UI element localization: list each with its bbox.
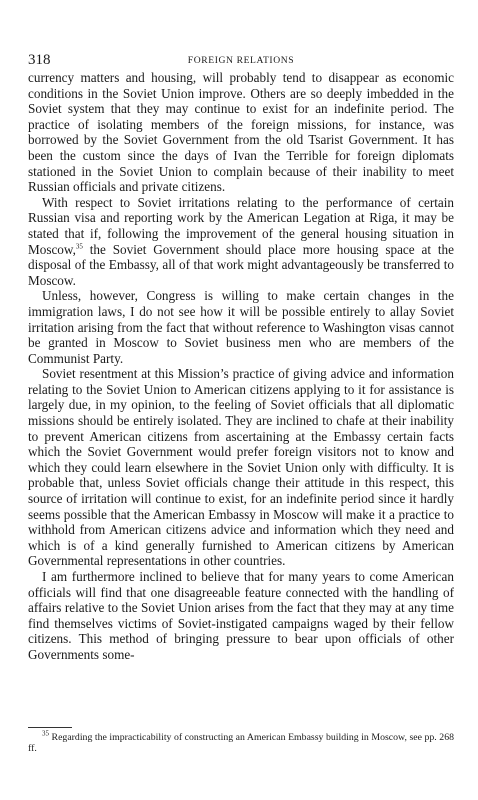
page-header bbox=[28, 46, 454, 70]
footnote-marker: 35 bbox=[42, 729, 49, 738]
paragraph-5 bbox=[28, 569, 454, 663]
paragraph-3-text: Unless, however, Congress is willing to make certain changes in the immigration laws, I do not see how it will be possible entirely to allay Soviet irritation arising from the fact that without reference to Washington visas cannot be granted in Moscow to Soviet business men who are members of the Communist Party. bbox=[28, 288, 454, 366]
paragraph-1-text: currency matters and housing, will probably tend to disappear as economic conditions in the Soviet Union improve. Others are so deeply imbedded in the Soviet system that they may continue to exist for an indefinite period. The practice of isolating members of the foreign missions, for instance, was borrowed by the Soviet Government from the old Tsarist Government. It has been the custom since the days of Ivan the Terrible for foreign diplomats stationed in the Soviet Union to complain because of their inability to meet Russian officials and private citizens. bbox=[28, 70, 454, 195]
running-head: FOREIGN RELATIONS bbox=[187, 55, 295, 66]
paragraph-4 bbox=[28, 366, 454, 569]
page bbox=[28, 46, 454, 663]
paragraph-2-text-continued: the Soviet Government should place more housing space at the disposal of the Embassy, all of that work might advantageously be transferred to Moscow. bbox=[28, 241, 454, 288]
footnote bbox=[28, 729, 454, 755]
paragraph-2-text: With respect to Soviet irritations relating to the performance of certain Russian visa and reporting work by the American Legation at Riga, it may be stated that if, following the improvement of the general housing situation in Moscow, bbox=[28, 194, 454, 257]
body-text bbox=[28, 70, 454, 663]
paragraph-5-text: I am furthermore inclined to believe that for many years to come American officials will find that one disagreeable feature connected with the handling of affairs relative to the Soviet Union arises from the fact that they may at any time find themselves victims of Soviet-instigated campaigns waged by their fellow citizens. This method of bringing pressure to bear upon officials of other Governments some- bbox=[28, 569, 454, 662]
page-number: 318 bbox=[28, 52, 51, 68]
paragraph-3 bbox=[28, 288, 454, 366]
footnote-text: Regarding the impracticability of constructing an American Embassy building in Moscow, see pp. 268 ff. bbox=[28, 732, 454, 755]
paragraph-2 bbox=[28, 195, 454, 289]
paragraph-4-text: Soviet resentment at this Mission’s practice of giving advice and information relating to the Soviet Union to American citizens applying to it for assistance is largely due, in my opinion, to the feeling of Soviet officials that all diplomatic missions should be entirely isolated. They are inclined to chafe at their inability to prevent American citizens from ascertaining at the Embassy certain facts which the Soviet Government would prefer foreign visitors not to know and which they could learn elsewhere in the Soviet Union only with difficulty. It is probable that, unless Soviet officials change their attitude in this respect, this source of irritation will continue to exist, for an indefinite period since it hardly seems possible that the American Embassy in Moscow will make it a practice to withhold from American citizens advice and information which they need and which is of a kind generally furnished to American citizens by American Governmental representations in other countries. bbox=[28, 366, 454, 569]
footnote-rule bbox=[28, 727, 72, 728]
paragraph-1 bbox=[28, 70, 454, 195]
footnote-reference: 35 bbox=[75, 242, 83, 251]
